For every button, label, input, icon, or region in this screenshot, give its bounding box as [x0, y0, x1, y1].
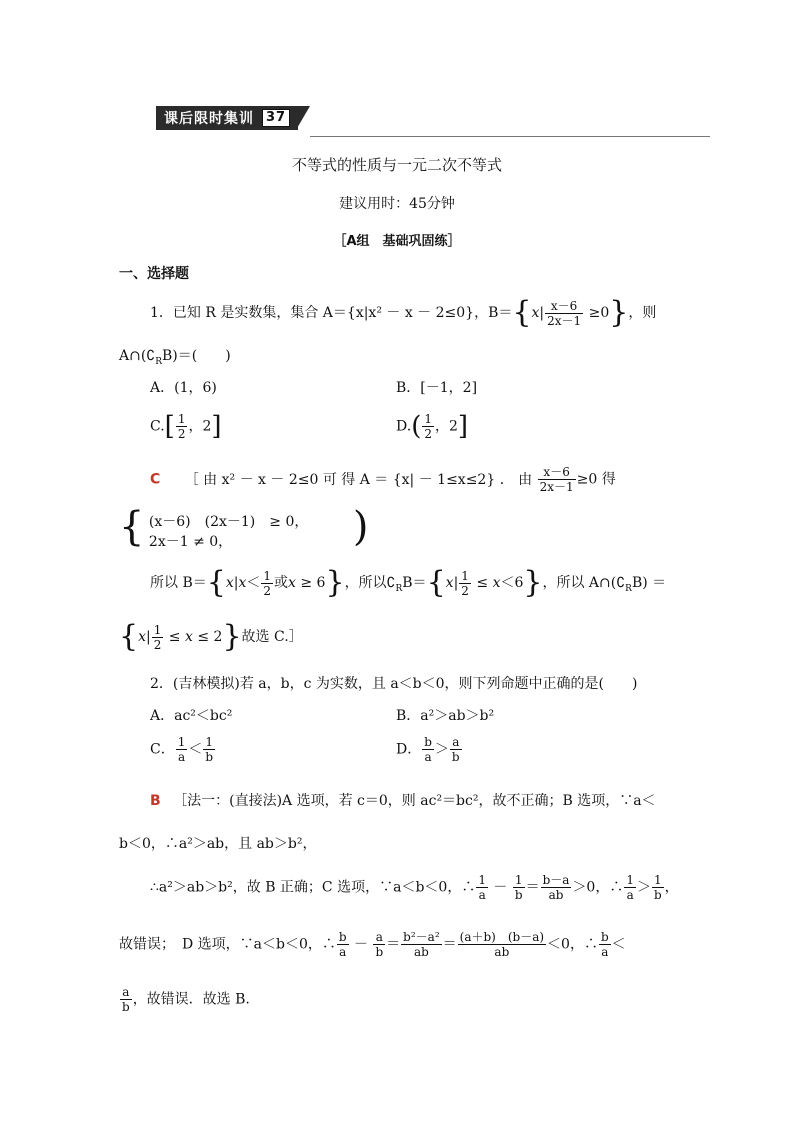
q2-option-c: C． $\frac{1}{a}$ ＜ $\frac{1}{b}$: [150, 735, 214, 764]
q2-answer: B: [150, 793, 161, 809]
q1-stem: 1．已知 R 是实数集，集合 A＝{x|x² － x － 2≤0}，B＝{x| $\frac{x-6}{2x-1}$ ≥0}，则: [150, 295, 657, 330]
q2-option-d: D． $\frac{b}{a}$ ＞ $\frac{a}{b}$: [396, 735, 460, 764]
q2-solution-line2: b＜0，∴a²＞ab，且 ab＞b²，: [119, 836, 317, 852]
q1-solution-line1: C ［ 由 x² － x － 2≤0 可 得 A ＝ {x| － 1≤x≤2} ． 由 $\frac{x-6}{2x-1}$ ≥0 得: [150, 465, 616, 494]
banner-notch: [296, 106, 310, 130]
section-heading: 一、选择题: [119, 266, 189, 282]
q1-option-d: D.( $\frac{1}{2}$ ，2]: [396, 411, 469, 442]
q1-option-c: C.[ $\frac{1}{2}$ ，2]: [150, 411, 222, 442]
q2-solution-line1: B ［法一：(直接法)A 选项，若 c＝0，则 ac²＝bc²，故不正确；B 选项，∵a＜: [150, 793, 656, 809]
q1-solution-system: { (x－6) (2x－1) ≥ 0， 2x－1 ≠ 0， ): [119, 504, 369, 550]
q1-option-a: A．(1，6): [150, 380, 217, 396]
q1-solution-line4: {x| $\frac{1}{2}$ ≤ x ≤ 2}故选 C.］: [119, 619, 303, 654]
q2-solution-line4: 故错误； D 选项，∵a＜b＜0，∴ $\frac{b}{a}$ － $\frac{a}{b}$ ＝ $\frac{\text{b²－a²}}{ab}$ ＝ $\frac{(a+b) (b-a)}{ab}$ ＜0，∴ $\frac{b}{a}$ ＜: [119, 930, 626, 959]
q1-solution-line3: 所以 B＝{x|x＜ $\frac{1}{2}$ 或x ≥ 6}，所以$∁_RB=\{x|$ $\frac{1}{2}$ ≤ x＜6}，所以 $A\cap(∁_RB)$ ＝: [150, 565, 667, 600]
group-label: ［A组 基础巩固练］: [333, 234, 461, 249]
q2-stem: 2．(吉林模拟)若 a，b，c 为实数，且 a＜b＜0，则下列命题中正确的是( ): [150, 676, 638, 692]
q2-option-a: A．ac²＜bc²: [150, 708, 233, 724]
q1-stem-line2: $A\cap(∁_RB)=$( ): [119, 348, 231, 367]
q2-option-b: B．a²＞ab＞b²: [396, 708, 495, 724]
q1-answer: C: [150, 471, 161, 488]
page-title: 不等式的性质与一元二次不等式: [291, 156, 502, 174]
banner-number: 37: [262, 109, 290, 127]
header-rule: [310, 136, 710, 137]
q1-option-b: B．[－1，2]: [396, 380, 478, 396]
banner-label: 课后限时集训: [164, 111, 254, 127]
fraction: $\frac{x-6}{2x-1}$: [547, 298, 582, 328]
q2-solution-line5: $\frac{a}{b}$ ，故错误．故选 B.: [122, 985, 250, 1014]
section-banner: [156, 106, 298, 130]
time-hint: 建议用时：45分钟: [339, 196, 455, 212]
q2-solution-line3: ∴a²＞ab＞b²，故 B 正确；C 选项，∵a＜b＜0，∴ $\frac{1}{a}$ － $\frac{1}{b}$ ＝ $\frac{b-a}{ab}$ ＞0，∴ $\frac{1}{a}$ ＞ $\frac{1}{b}$ ，: [150, 873, 679, 902]
